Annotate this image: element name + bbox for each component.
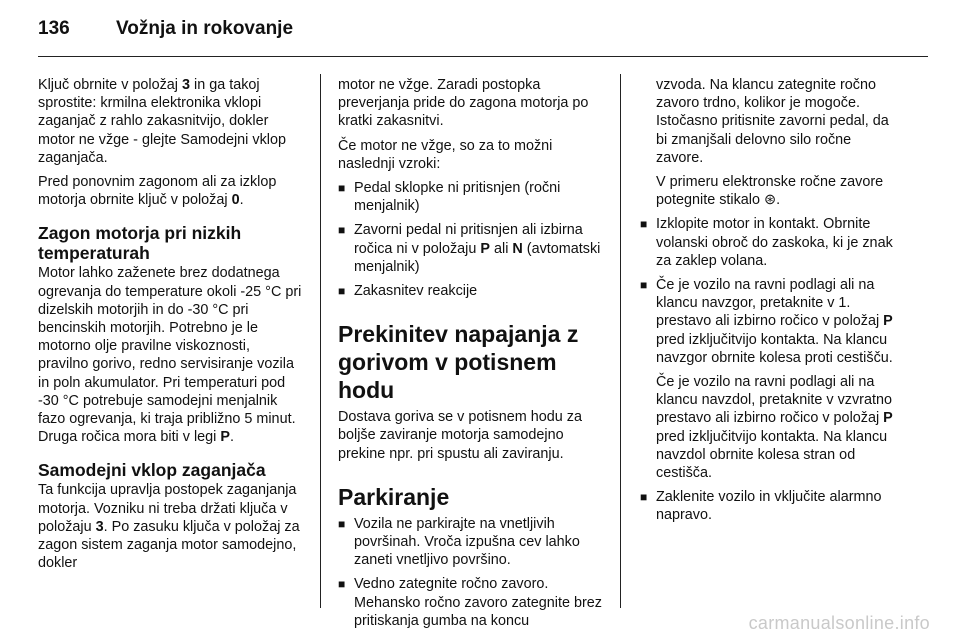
- column-1: [38, 76, 304, 578]
- page-header: [38, 18, 293, 48]
- column-3: [640, 76, 902, 531]
- paragraph-engine-check: motor ne vžge. Zaradi postopka preverjanja pride do zagona motorja po kratki zakasnitvi.: [338, 77, 589, 130]
- parking-brake-icon: ⊛: [764, 192, 777, 209]
- bullet-icon: ■: [338, 284, 346, 299]
- parking-list: [338, 515, 604, 630]
- paragraph-key-position-3: Ključ obrnite v položaj 3 in ga takoj sprostite: krmilna elektronika vklopi zaganjač z rahlo zakasnitvijo, dokler motor ne vžge - glejte Samodejni vklop zaganjača.: [38, 77, 286, 166]
- heading-cold-start: Zagon motorja pri nizkih temperaturah: [38, 223, 242, 264]
- page-number: 136: [38, 18, 70, 39]
- list-item: ■ Vozila ne parkirajte na vnetljivih površinah. Vroča izpušna cev lahko zaneti vnetljivo površino.: [338, 515, 580, 569]
- list-item: ■ Zaklenite vozilo in vključite alarmno napravo.: [640, 489, 882, 524]
- bullet-icon: ■: [640, 278, 648, 293]
- paragraph-electronic-handbrake: V primeru elektronske ročne zavore potegnite stikalo ⊛.: [656, 174, 884, 209]
- lock-list: [640, 488, 902, 524]
- bullet-icon: ■: [640, 217, 648, 232]
- list-item: ■ Vedno zategnite ročno zavoro. Mehansko ročno zavoro zategnite brez pritiskanja gumba na koncu: [338, 576, 602, 629]
- column-divider-1: [320, 74, 321, 608]
- watermark: carmanualsonline.info: [748, 613, 930, 633]
- list-item: ■ Zavorni pedal ni pritisnjen ali izbirna ročica ni v položaju P ali N (avtomatski menjalnik): [338, 222, 601, 275]
- page-title: Vožnja in rokovanje: [116, 18, 294, 39]
- paragraph-handbrake: vzvoda. Na klancu zategnite ročno zavoro trdno, kolikor je mogoče. Istočasno pritisnite zavorni pedal, da bi zmanjšali delovno silo ročne zavore.: [656, 77, 889, 166]
- bullet-icon: ■: [338, 223, 346, 238]
- bullet-icon: ■: [338, 577, 346, 592]
- list-item: ■ Zakasnitev reakcije: [338, 283, 478, 300]
- heading-auto-starter: Samodejni vklop zaganjača: [38, 460, 266, 481]
- bullet-icon: ■: [338, 181, 346, 196]
- paragraph-possible-causes: Če motor ne vžge, so za to možni naslednji vzroki:: [338, 137, 553, 172]
- list-item: ■ Izklopite motor in kontakt. Obrnite volanski obroč do zaskoka, ki je znak za zaklep volana.: [640, 216, 893, 269]
- paragraph-downhill: Če je vozilo na ravni podlagi ali na klancu navzdol, pretaknite v vzvratno prestavo ali izbirno ročico v položaj P pred izključitvijo kontakta. Na klancu navzdol obrnite kolesa stran od cestišča.: [656, 374, 893, 482]
- list-item: ■ Pedal sklopke ni pritisnjen (ročni menjalnik): [338, 180, 561, 215]
- paragraph-auto-starter: Ta funkcija upravlja postopek zaganjanja motorja. Vozniku ni treba držati ključa v položaju 3. Po zasuku ključa v položaj za zagon sistem zaganja motor samodejno, dokler: [38, 482, 300, 572]
- parking-steps-list: [640, 215, 902, 367]
- bullet-icon: ■: [640, 490, 648, 505]
- heading-fuel-cutoff: Prekinitev napajanja z gorivom v potisnem hodu: [338, 321, 579, 404]
- paragraph-key-position-0: Pred ponovnim zagonom ali za izklop motorja obrnite ključ v položaj 0.: [38, 174, 277, 209]
- paragraph-fuel-cutoff: Dostava goriva se v potisnem hodu za boljše zaviranje motorja samodejno prekine npr. pri spustu ali zaviranju.: [338, 409, 582, 462]
- paragraph-cold-start: Motor lahko zaženete brez dodatnega ogrevanja do temperature okoli -25 °C pri dizelskih motorjih in do -30 °C pri bencinskih motorjih. Potrebno je le motorno olje pravilne viskoznosti, pravilno gorivo, redno servisiranje vozila in poln akumulator. Pri temperaturi pod -30 °C potrebuje samodejni menjalnik fazo ogrevanja, ki traja približno 5 minut. Druga ročica mora biti v legi P.: [38, 265, 302, 446]
- column-2: [338, 76, 604, 636]
- column-divider-2: [620, 74, 621, 608]
- list-item: ■ Če je vozilo na ravni podlagi ali na klancu navzgor, pretaknite v 1. prestavo ali izbirno ročico v položaj P pred izključitvijo kontakta. Na klancu navzgor obrnite kolesa proti cestišču.: [640, 277, 893, 366]
- causes-list: [338, 179, 604, 300]
- bullet-icon: ■: [338, 516, 346, 531]
- heading-parking: Parkiranje: [338, 483, 450, 510]
- header-rule: [38, 56, 928, 57]
